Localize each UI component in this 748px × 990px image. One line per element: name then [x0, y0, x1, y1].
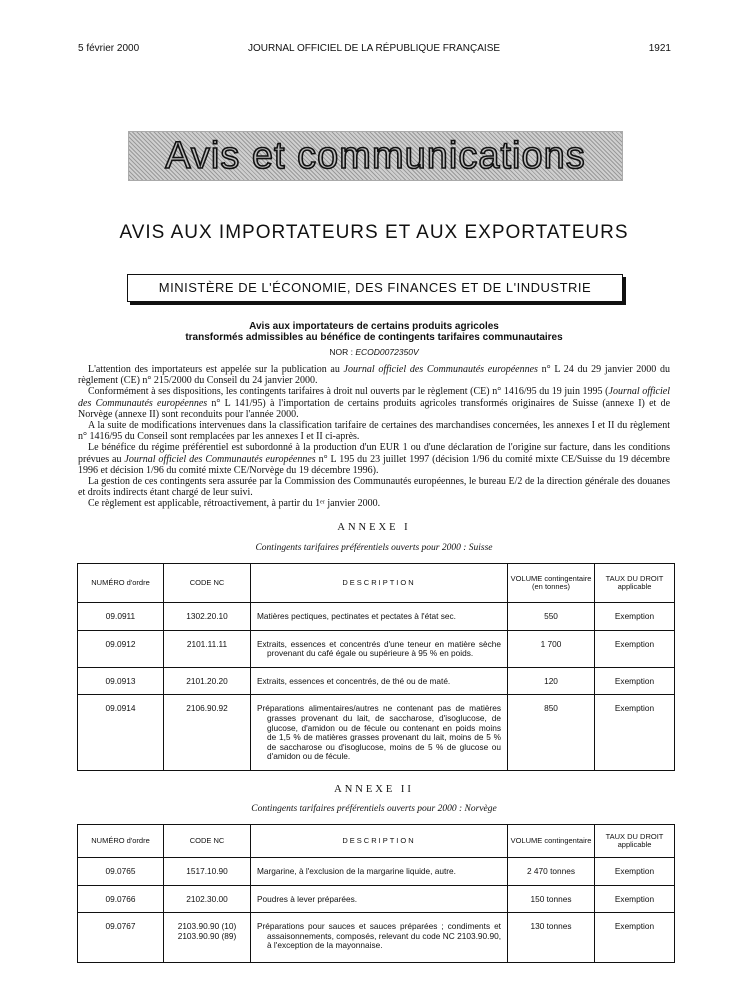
table-header-row [78, 564, 675, 603]
cell-vol: 2 470 tonnes [527, 866, 575, 876]
cell-taux: Exemption [614, 675, 655, 686]
annex1-table [77, 563, 675, 771]
cell-code-line2: 2103.90.90 (89) [177, 930, 237, 941]
cell-desc: Extraits, essences et concentrés d'une teneur en matière sèche provenant du café égale ou supérieure à 95 % en poids. [257, 638, 501, 659]
table-row [78, 667, 675, 695]
cell-desc: Préparations alimentaires/autres ne contenant pas de matières grasses provenant du lait, de saccharose, d'isoglucose, de glucose, d'amidon ou de fécule ou contenant en poids moins de 1,5 % de matières grasses provenant du lait, moins de 5 % de saccharose ou d'isoglucose, moins de 5 % de glucose ou d'amidon ou de fécule. [257, 703, 501, 762]
cell-num: 09.0767 [105, 921, 136, 932]
cell-code: 2102.30.00 [186, 893, 228, 904]
avis-title-line1: Avis aux importateurs de certains produits agricoles [249, 321, 499, 332]
avis-title-line2: transformés admissibles au bénéfice de contingents tarifaires communautaires [185, 332, 563, 343]
cell-code-line1: 2103.90.90 (10) [177, 921, 237, 932]
col-header-desc: DESCRIPTION [251, 564, 508, 603]
header-date: 5 février 2000 [78, 43, 140, 54]
cell-vol: 550 [544, 611, 558, 621]
cell-num: 09.0766 [105, 893, 136, 904]
table-row [78, 695, 675, 771]
cell-vol: 130 tonnes [530, 921, 572, 932]
paragraph-3: A la suite de modifications intervenues dans la classification tarifaire de certaines des marchandises concernées, les annexes I et II du règlement n° 1416/95 du Conseil sont remplacées par les annexes I et II ci-après. [78, 420, 670, 443]
section-banner [128, 131, 623, 181]
table-row [78, 603, 675, 631]
cell-taux: Exemption [614, 921, 655, 932]
cell-vol: 850 [544, 703, 558, 714]
avis-title [0, 321, 748, 343]
cell-vol: 120 [544, 675, 558, 686]
col-header-taux: TAUX DU DROIT applicable [595, 825, 675, 858]
annex2-subtitle: Contingents tarifaires préférentiels ouverts pour 2000 : Norvège [251, 804, 497, 814]
cell-num: 09.0913 [105, 675, 136, 686]
banner-title: Avis et communications [165, 135, 586, 177]
paragraph-1: L'attention des importateurs est appelée sur la publication au Journal officiel des Communautés européennes n° L 24 du 29 janvier 2000 du règlement (CE) n° 215/2000 du Conseil du 24 janvier 2000. [78, 364, 671, 387]
cell-code: 1302.20.10 [186, 611, 228, 621]
cell-vol: 1 700 [540, 638, 562, 649]
cell-desc: Préparations pour sauces et sauces préparées ; condiments et assaisonnements, composés, relevant du code NC 2103.90.90, à l'exception de la mayonnaise. [257, 921, 501, 951]
cell-num: 09.0911 [105, 611, 136, 621]
body-text [78, 364, 670, 510]
nor-value: ECOD0072350V [355, 347, 419, 357]
col-header-vol: VOLUME contingentaire [508, 825, 595, 858]
col-header-num: NUMÉRO d'ordre [78, 825, 164, 858]
nor-reference [0, 347, 748, 357]
cell-taux: Exemption [614, 703, 655, 714]
cell-num: 09.0912 [105, 638, 136, 649]
cell-desc: Matières pectiques, pectinates et pectates à l'état sec. [257, 611, 456, 621]
cell-desc: Poudres à lever préparées. [257, 893, 358, 904]
ministry-box [127, 274, 623, 302]
section-title: AVIS AUX IMPORTATEURS ET AUX EXPORTATEURS [119, 222, 629, 243]
header-page-number: 1921 [648, 43, 671, 54]
cell-code: 1517.10.90 [186, 866, 228, 876]
col-header-code: CODE NC [164, 825, 251, 858]
cell-taux: Exemption [614, 893, 655, 904]
cell-taux: Exemption [614, 611, 655, 621]
paragraph-6: Ce règlement est applicable, rétroactivement, à partir du 1ᵉʳ janvier 2000. [88, 498, 381, 510]
cell-taux: Exemption [614, 866, 655, 876]
cell-code [164, 913, 250, 949]
col-header-taux: TAUX DU DROIT applicable [595, 564, 675, 603]
table-row [78, 858, 675, 886]
table-row [78, 885, 675, 913]
table-header-row [78, 825, 675, 858]
cell-code: 2101.20.20 [186, 675, 228, 686]
paragraph-2: Conformément à ses dispositions, les contingents tarifaires à droit nul ouverts par le règlement (CE) n° 1416/95 du 19 juin 1995 (Journal officiel des Communautés européennes n° L 141/95) à l'importation de certains produits agricoles transformés originaires de Suisse (annexe I) et de Norvège (annexe II) sont reconduits pour l'année 2000. [78, 386, 671, 420]
ministry-name: MINISTÈRE DE L'ÉCONOMIE, DES FINANCES ET DE L'INDUSTRIE [158, 280, 592, 295]
annex2-table [77, 824, 675, 963]
nor-label: NOR : [329, 347, 356, 357]
annex1-title: ANNEXE I [337, 522, 411, 533]
cell-vol: 150 tonnes [530, 893, 572, 904]
col-header-num: NUMÉRO d'ordre [78, 564, 164, 603]
cell-num: 09.0914 [105, 703, 136, 714]
header-journal-title: JOURNAL OFFICIEL DE LA RÉPUBLIQUE FRANÇAISE [247, 43, 501, 54]
table-row [78, 913, 675, 963]
cell-desc: Margarine, à l'exclusion de la margarine liquide, autre. [257, 866, 456, 876]
cell-code: 2106.90.92 [186, 703, 228, 714]
paragraph-4: Le bénéfice du régime préférentiel est subordonné à la production d'un EUR 1 ou d'une déclaration de l'origine sur facture, dans les conditions prévues au Journal officiel des Communautés européennes n° L 195 du 23 juillet 1997 (décision 1/96 du comité mixte CE/Suisse du 19 décembre 1996 et décision 1/96 du comité mixte CE/Norvège du 19 décembre 1996). [78, 442, 670, 476]
annex1-subtitle: Contingents tarifaires préférentiels ouverts pour 2000 : Suisse [255, 543, 493, 553]
cell-taux: Exemption [614, 638, 655, 649]
col-header-desc: DESCRIPTION [251, 825, 508, 858]
cell-code: 2101.11.11 [186, 638, 228, 649]
cell-desc: Extraits, essences et concentrés, de thé ou de maté. [257, 675, 451, 686]
paragraph-5: La gestion de ces contingents sera assurée par la Commission des Communautés européennes, le bureau E/2 de la direction générale des douanes et droits indirects étant chargé de leur suivi. [78, 476, 670, 499]
col-header-code: CODE NC [164, 564, 251, 603]
cell-num: 09.0765 [105, 866, 136, 876]
table-row [78, 630, 675, 667]
col-header-vol: VOLUME contingentaire (en tonnes) [508, 564, 595, 603]
annex2-title: ANNEXE II [334, 784, 414, 795]
